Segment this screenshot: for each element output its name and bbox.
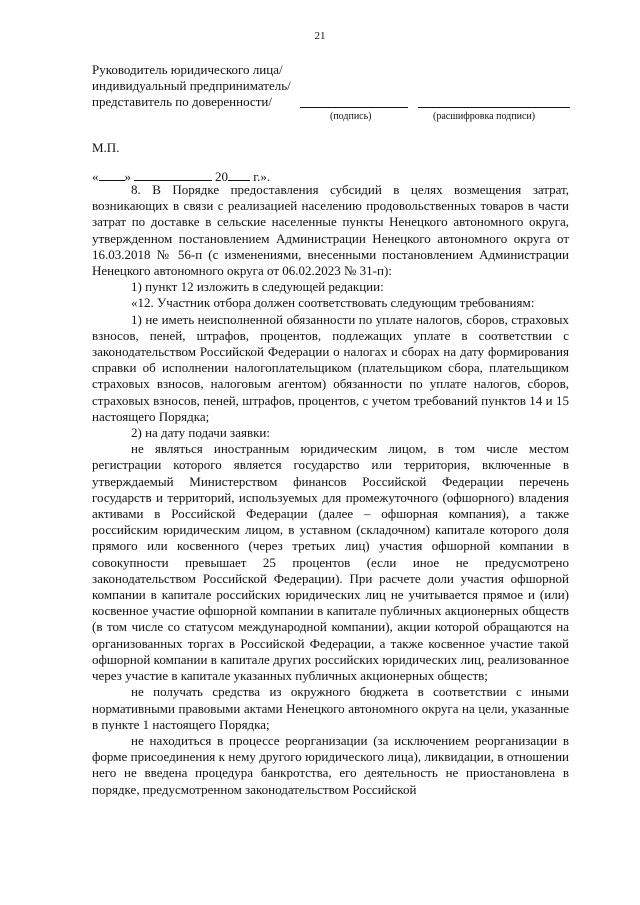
signatory-role-line-2: индивидуальный предприниматель/ (92, 78, 291, 93)
page-number: 21 (314, 30, 326, 42)
paragraph: не являться иностранным юридическим лицом, в том числе местом регистрации которого является государство или территория, включенные в утверждаемый Министерством финансов Российской Федерации перечень государств и территорий, используемых для промежуточного (офшорного) владения активами в Российской Федерации (далее – офшорная компания), а также российским юридическим лицом, в уставном (складочном) капитале которого доля прямого или косвенного (через третьих лиц) участия офшорной компании в совокупности превышает 25 процентов (если иное не предусмотрено законодательством Российской Федерации). При расчете доли участия офшорной компании в капитале российских юридических лиц не учитывается прямое и (или) косвенное участие офшорной компании в капитале публичных акционерных обществ (в том числе со статусом международной компании), акции которой обращаются на организованных торгах в Российской Федерации, а также косвенное участие такой офшорной компании в капитале других российских юридических лиц, реализованное через участие в капитале указанных публичных акционерных обществ; (92, 441, 569, 684)
document-body (92, 182, 569, 798)
signatory-role-line-3: представитель по доверенности/ (92, 94, 272, 109)
paragraph: «12. Участник отбора должен соответствовать следующим требованиям: (131, 295, 535, 311)
year-prefix: 20 (215, 169, 228, 184)
paragraph: не находиться в процессе реорганизации (за исключением реорганизации в форме присоединения к нему другого юридического лица), ликвидации, в отношении него не введена процедура банкротства, его деятельность не приостановлена в порядке, предусмотренном законодательством Российской (92, 732, 569, 797)
month-blank (134, 168, 212, 181)
transcript-caption: (расшифровка подписи) (433, 111, 536, 122)
signatory-role-block (92, 62, 291, 110)
signatory-role-line-1: Руководитель юридического лица/ (92, 62, 283, 77)
day-blank (99, 168, 125, 181)
year-blank (228, 168, 250, 181)
signature-caption: (подпись) (330, 111, 372, 122)
paragraph: 1) пункт 12 изложить в следующей редакции: (131, 279, 384, 295)
stamp-place-label: М.П. (92, 140, 120, 155)
signature-blank-line (300, 107, 408, 108)
transcript-blank-line (418, 107, 570, 108)
paragraph: 2) на дату подачи заявки: (131, 425, 270, 441)
date-close-quote: » (124, 169, 131, 184)
date-open-quote: « (92, 169, 99, 184)
paragraph: 8. В Порядке предоставления субсидий в целях возмещения затрат, возникающих в связи с реализацией населению продовольственных товаров в части затрат по доставке в сельские населенные пункты Ненецкого автономного округа, утвержденном постановлением Администрации Ненецкого автономного округа от 16.03.2018 № 56-п (с изменениями, внесенными постановлением Администрации Ненецкого автономного округа от 06.02.2023 № 31-п): (92, 182, 569, 279)
paragraph: не получать средства из окружного бюджета в соответствии с иными нормативными правовыми актами Ненецкого автономного округа на цели, указанные в пункте 1 настоящего Порядка; (92, 684, 569, 732)
year-suffix: г.». (253, 169, 271, 184)
paragraph: 1) не иметь неисполненной обязанности по уплате налогов, сборов, страховых взносов, пеней, штрафов, процентов, подлежащих уплате в соответствии с законодательством Российской Федерации о налогах и сборах на дату формирования справки об исполнении налогоплательщиком (плательщиком сбора, плательщиком страховых взносов, налоговым агентом) обязанности по уплате налогов, сборов, страховых взносов, пеней, штрафов, процентов, с учетом требований пунктов 14 и 15 настоящего Порядка; (92, 311, 569, 424)
